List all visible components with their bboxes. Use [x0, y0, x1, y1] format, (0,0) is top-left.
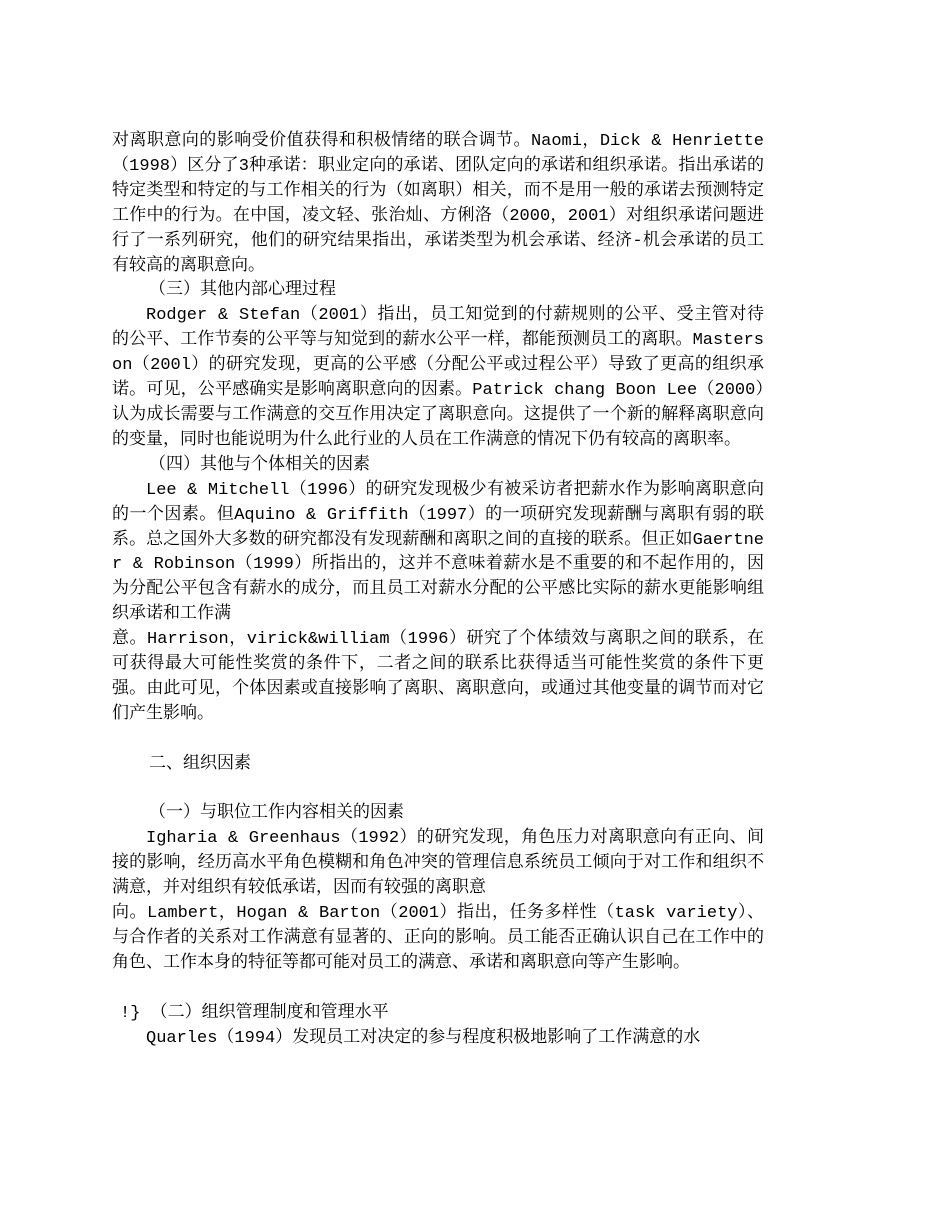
spacer — [112, 778, 764, 803]
section-heading-organizational-factors: 二、组织因素 — [149, 754, 251, 774]
document-page — [112, 130, 764, 1051]
paragraph-performance: 意。Harrison，virick&william（1996）研究了个体绩效与离职之间的联系，在可获得最大可能性奖赏的条件下，二者之间的联系比获得适当可能性奖赏的条件下更强。由此可见，个体因素或直接影响了离职、离职意向，或通过其他变量的调节而对它们产生影响。 — [112, 630, 764, 724]
paragraph-task-variety: 向。Lambert，Hogan & Barton（2001）指出，任务多样性（task variety）、与合作者的关系对工作满意有显著的、正向的影响。员工能否正确认识自己在工作中的角色、工作本身的特征等都可能对员工的满意、承诺和离职意向等产生影响。 — [112, 904, 764, 973]
spacer — [112, 728, 764, 753]
paragraph-commitment: 对离职意向的影响受价值获得和积极情绪的联合调节。Naomi，Dick & Henriette（1998）区分了3种承诺：职业定向的承诺、团队定向的承诺和组织承诺。指出承诺的特定类型和特定的与工作相关的行为（如离职）相关，而不是用一般的承诺去预测特定工作中的行为。在中国，凌文轻、张治灿、方俐洛（2000，2001）对组织承诺问题进行了一系列研究，他们的研究结果指出，承诺类型为机会承诺、经济-机会承诺的员工有较高的离职意向。 — [112, 132, 764, 276]
paragraph-fairness: Rodger & Stefan（2001）指出，员工知觉到的付薪规则的公平、受主管对待的公平、工作节奏的公平等与知觉到的薪水公平一样，都能预测员工的离职。Masterson（200l）的研究发现，更高的公平感（分配公平或过程公平）导致了更高的组织承诺。可见，公平感确实是影响离职意向的因素。Patrick chang Boon Lee（2000）认为成长需要与工作满意的交互作用决定了离职意向。这提供了一个新的解释离职意向的变量，同时也能说明为什么此行业的人员在工作满意的情况下仍有较高的离职率。 — [112, 306, 764, 450]
paragraph-salary: Lee & Mitchell（1996）的研究发现极少有被采访者把薪水作为影响离职意向的一个因素。但Aquino & Griffith（1997）的一项研究发现薪酬与离职有弱的联系。总之国外大多数的研究都没有发现薪酬和离职之间的直接的联系。但正如Gaertner & Robinson（1999）所指出的，这并不意味着薪水是不重要的和不起作用的，因为分配公平包含有薪水的成分，而且员工对薪水分配的公平感比实际的薪水更能影响组织承诺和工作满 — [112, 480, 764, 625]
subheading-other-internal-processes: （三）其他内部心理过程 — [149, 281, 336, 301]
subheading-job-content-factors: （一）与职位工作内容相关的因素 — [149, 804, 404, 824]
spacer — [112, 977, 764, 1002]
paragraph-role-stress: Igharia & Greenhaus（1992）的研究发现，角色压力对离职意向有正向、间接的影响，经历高水平角色模糊和角色冲突的管理信息系统员工倾向于对工作和组织不满意，并对组织有较低承诺，因而有较强的离职意 — [112, 829, 764, 899]
paragraph-participation: Quarles（1994）发现员工对决定的参与程度积极地影响了工作满意的水 — [146, 1028, 701, 1048]
subheading-management-system-label: （二）组织管理制度和管理水平 — [150, 1003, 389, 1023]
subheading-individual-factors: （四）其他与个体相关的因素 — [149, 455, 370, 475]
subheading-management-system — [120, 1002, 764, 1027]
stray-mark: !} — [120, 1003, 141, 1023]
